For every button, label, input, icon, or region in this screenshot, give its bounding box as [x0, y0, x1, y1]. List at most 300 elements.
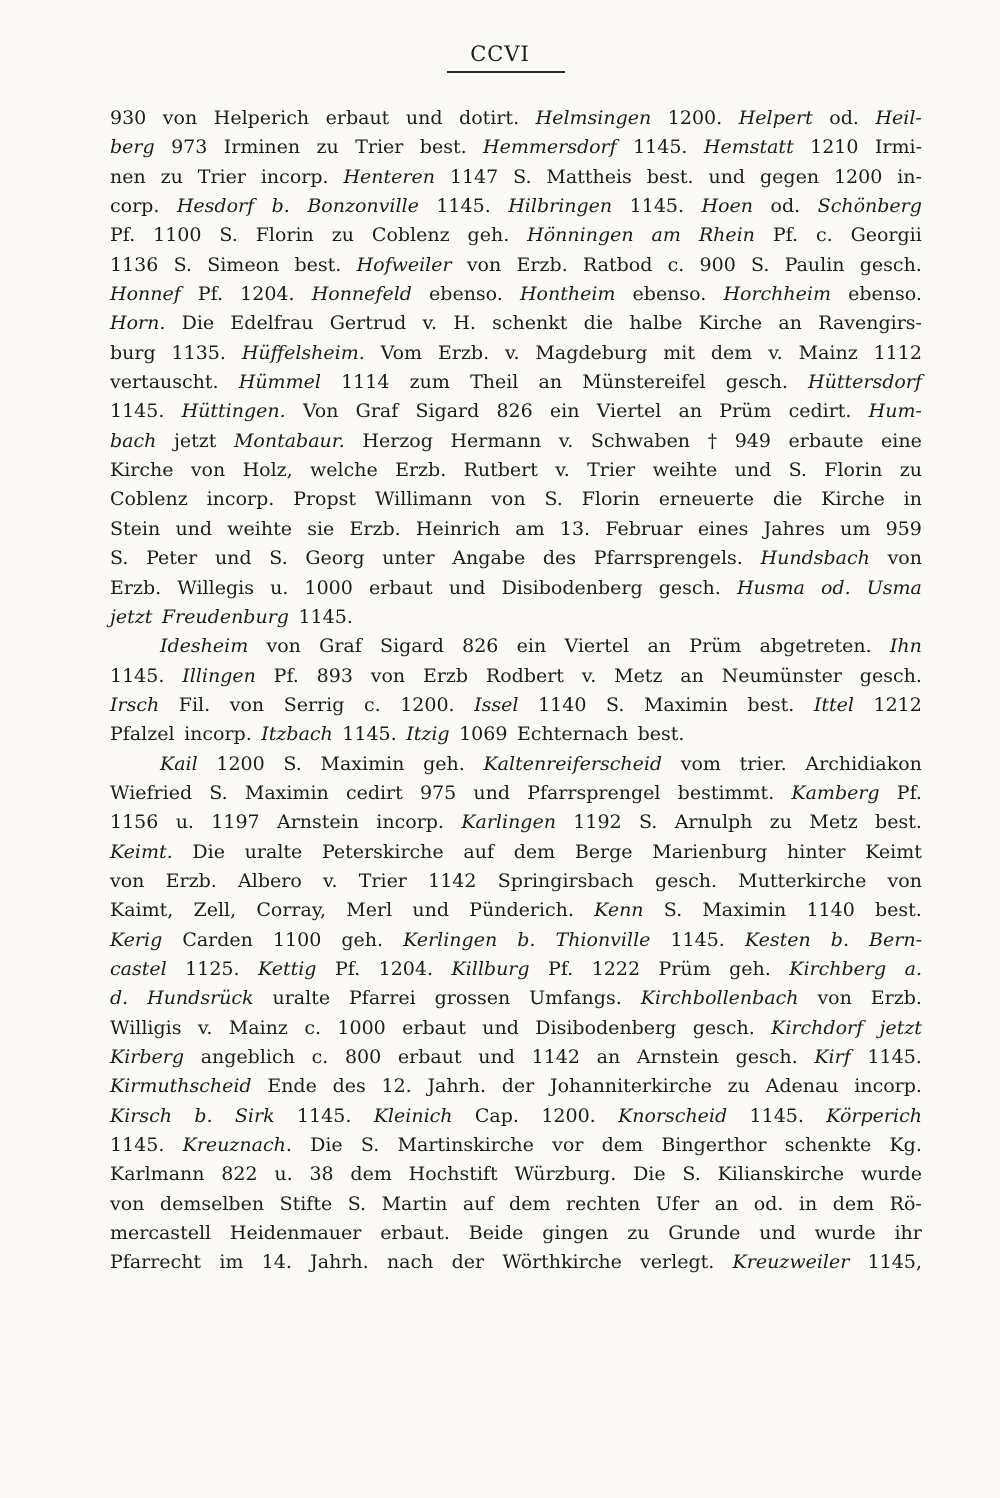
word: 1145.: [342, 723, 397, 746]
word: Umfangs.: [529, 987, 622, 1010]
word: 1145.: [296, 1104, 352, 1127]
word: Die: [310, 1134, 343, 1157]
word: Kg.: [889, 1134, 922, 1157]
word: gesch.: [725, 371, 788, 394]
word: weihte: [227, 517, 292, 540]
text-line: [110, 309, 922, 338]
word: Maximin: [643, 693, 728, 716]
word: Henteren: [343, 165, 435, 188]
word: 1200: [216, 752, 265, 775]
word: 1156: [110, 811, 159, 834]
word: Peterskirche: [321, 840, 444, 863]
word: Disibodenberg: [535, 1016, 677, 1039]
text-line: [110, 779, 922, 808]
word: 900: [699, 253, 736, 276]
word: Ittel: [813, 693, 854, 716]
word: Trier: [587, 459, 636, 482]
word: Hemmersdorf: [483, 136, 617, 159]
word: welche: [310, 459, 378, 482]
word: Corray,: [256, 899, 327, 922]
word: uralte: [244, 840, 303, 863]
word: Kirche: [821, 488, 885, 511]
word: 1145.: [436, 195, 491, 218]
word: verlegt.: [640, 1251, 715, 1274]
word: Hundsrück: [147, 987, 254, 1010]
word: Prüm: [719, 400, 772, 423]
word: an: [647, 635, 672, 658]
word: und: [214, 547, 252, 570]
word: cedirt.: [788, 400, 852, 423]
word: castel: [110, 957, 167, 980]
word: 1145,: [867, 1251, 922, 1274]
word: Hochstift: [408, 1163, 498, 1186]
text-line: [110, 485, 922, 514]
word: v.: [581, 664, 597, 687]
word: Hofweiler: [356, 253, 452, 276]
word: Husma: [736, 576, 805, 599]
word: od.: [770, 195, 801, 218]
text-line: [110, 1190, 922, 1219]
word: jetzt: [173, 429, 217, 452]
word: Florin: [255, 224, 314, 247]
word: von: [162, 107, 198, 129]
word: Willigis: [110, 1016, 182, 1039]
word: Ravengirs-: [818, 312, 922, 335]
word: erbaut: [325, 107, 390, 129]
word: 826: [496, 400, 533, 423]
word: Albero: [238, 869, 302, 892]
word: v.: [555, 459, 570, 482]
word: incorp.: [376, 811, 444, 834]
text-line: [110, 427, 922, 456]
word: des: [332, 1075, 366, 1098]
word: 38: [309, 1163, 334, 1186]
word: Maximin: [244, 781, 329, 804]
word: erbaut: [402, 1016, 466, 1039]
word: Adenau: [765, 1075, 839, 1098]
word: Rö-: [889, 1192, 922, 1215]
word: 826: [462, 635, 499, 658]
word: Honnefeld: [311, 283, 412, 306]
word: Honnef: [110, 283, 181, 306]
text-line: [110, 1219, 922, 1248]
word: od.: [753, 1192, 784, 1215]
word: Martin: [381, 1192, 448, 1215]
word: S.: [682, 1163, 701, 1186]
word: Kesten: [744, 928, 811, 951]
word: best.: [419, 136, 467, 159]
text-line: [110, 838, 922, 867]
word: von: [887, 869, 922, 892]
word: 975: [419, 781, 457, 804]
word: zu: [627, 1222, 650, 1245]
word: Kirf: [814, 1046, 851, 1068]
word: dem: [710, 341, 753, 364]
word: S.: [788, 459, 807, 482]
word: S.: [347, 1192, 367, 1215]
word: Sirk: [234, 1104, 275, 1127]
word: 973: [171, 136, 208, 159]
word: Willimann: [374, 488, 473, 511]
word: Erzb.: [870, 987, 922, 1010]
word: Bingerthor: [661, 1134, 767, 1157]
word: Wiefried: [110, 781, 193, 804]
word: Killburg: [451, 957, 530, 980]
word: 1140: [538, 693, 587, 716]
word: Metz: [809, 811, 858, 834]
word: 1145.: [110, 1134, 165, 1157]
word: 1142: [531, 1046, 580, 1068]
word: vor: [552, 1134, 584, 1157]
word: von: [229, 693, 265, 716]
word: Kilianskirche: [717, 1163, 845, 1186]
word: Februar: [605, 517, 683, 540]
word: Ende: [267, 1075, 317, 1098]
word: best.: [875, 899, 922, 922]
word: der: [501, 1075, 535, 1098]
word: Kamberg: [791, 781, 880, 804]
word: od.: [820, 576, 851, 599]
word: 1145.: [110, 400, 165, 423]
word: von: [110, 869, 145, 892]
word: Hontheim: [519, 283, 616, 306]
text-line: [110, 750, 922, 779]
word: 1204.: [240, 283, 295, 306]
word: Jahres: [763, 517, 825, 540]
word: Irminen: [223, 136, 301, 159]
word: zu: [727, 1075, 750, 1098]
word: 14.: [261, 1251, 292, 1274]
word: Irsch: [110, 693, 160, 716]
word: an: [680, 664, 704, 687]
text-line: [110, 163, 922, 192]
word: ein: [549, 400, 580, 423]
word: Herzog: [362, 429, 433, 452]
word: incorp.: [260, 165, 329, 188]
word: v.: [422, 312, 438, 335]
word: 930: [110, 107, 147, 129]
word: 1147: [449, 165, 499, 188]
word: 949: [734, 429, 771, 452]
word: Kreuzweiler: [732, 1251, 850, 1274]
word: Hundsbach: [760, 547, 870, 570]
word: Mainz: [798, 341, 858, 364]
text-line: [110, 221, 922, 250]
word: c.: [363, 693, 381, 716]
word: S.: [110, 547, 129, 570]
word: od.: [829, 107, 859, 129]
word: 13.: [559, 517, 591, 540]
word: im: [219, 1251, 244, 1274]
word: gesch.: [658, 576, 721, 599]
word: Kail: [160, 752, 198, 775]
word: Coblenz: [110, 488, 188, 511]
word: ein: [516, 635, 547, 658]
word: †: [707, 429, 718, 452]
word: Wörthkirche: [502, 1251, 622, 1274]
word: Pf.: [273, 664, 299, 687]
text-line: [110, 1072, 922, 1101]
word: Mutterkirche: [738, 869, 867, 892]
word: Ufer: [655, 1192, 700, 1215]
word: Georgii: [850, 224, 922, 247]
body-text: [110, 104, 922, 1278]
word: S.: [663, 899, 683, 922]
word: Martinskirche: [397, 1134, 534, 1157]
word: von: [370, 664, 406, 687]
text-line: [110, 192, 922, 221]
word: Pfarrei: [349, 987, 416, 1010]
word: Erzb.: [110, 576, 162, 599]
word: Arnulph: [674, 811, 753, 834]
word: Paulin: [784, 253, 845, 276]
word: Hemstatt: [703, 136, 794, 159]
text-line: [110, 662, 922, 691]
word: Stifte: [279, 1192, 333, 1215]
word: Sigard: [380, 635, 444, 658]
word: Angabe: [452, 547, 526, 570]
word: und: [473, 781, 511, 804]
word: best.: [875, 811, 922, 834]
word: erbaute: [788, 429, 864, 452]
word: Springirsbach: [497, 869, 634, 892]
word: ebenso.: [848, 283, 922, 306]
word: incorp.: [206, 488, 275, 511]
word: Pf.: [110, 224, 136, 247]
word: an: [714, 1192, 739, 1215]
word: a.: [904, 957, 922, 980]
word: gesch.: [692, 1016, 755, 1039]
word: 1114: [341, 371, 390, 394]
text-line: [110, 515, 922, 544]
word: Grunde: [668, 1222, 741, 1245]
word: Simeon: [207, 253, 280, 276]
word: v.: [197, 1016, 213, 1039]
page-header: CCVI: [470, 42, 530, 66]
word: Georg: [305, 547, 365, 570]
word: Erzb: [422, 664, 469, 687]
word: Ratbod: [582, 253, 653, 276]
word: Montabaur.: [233, 429, 345, 452]
word: Horn.: [110, 312, 166, 335]
word: Hilbringen: [508, 195, 613, 218]
word: Mainz: [228, 1016, 288, 1039]
word: dem: [509, 1192, 551, 1215]
word: u.: [274, 1163, 293, 1186]
word: eines: [697, 517, 749, 540]
word: Helpert: [738, 107, 813, 129]
word: zu: [899, 459, 922, 482]
word: incorp.: [854, 1075, 922, 1098]
word: b.: [517, 928, 536, 951]
word: Kirberg: [110, 1046, 185, 1068]
word: cedirt: [345, 781, 403, 804]
word: c.: [667, 253, 685, 276]
word: bach: [110, 429, 157, 452]
word: Trier: [358, 869, 407, 892]
word: in: [798, 1192, 818, 1215]
word: Propst: [293, 488, 357, 511]
word: Helmsingen: [535, 107, 652, 129]
word: Florin: [824, 459, 883, 482]
word: 1200: [833, 165, 883, 188]
word: Neumünster: [721, 664, 842, 687]
word: hinter: [787, 840, 846, 863]
word: Berge: [574, 840, 633, 863]
word: v.: [558, 429, 574, 452]
word: an: [596, 1046, 621, 1068]
word: d.: [110, 987, 129, 1010]
word: von: [491, 488, 526, 511]
word: Rhein: [698, 224, 755, 247]
word: des: [542, 547, 577, 570]
word: an: [678, 400, 703, 423]
word: Knorscheid: [618, 1104, 728, 1127]
word: Graf: [355, 400, 399, 423]
word: Johanniterkirche: [549, 1075, 712, 1098]
word: incorp.: [184, 723, 252, 746]
word: S.: [544, 488, 563, 511]
word: 12.: [381, 1075, 412, 1098]
word: 1197: [211, 811, 260, 834]
word: eine: [881, 429, 922, 452]
word: ihr: [894, 1222, 922, 1245]
word: mercastell: [110, 1222, 212, 1245]
text-line: [110, 1248, 922, 1277]
word: grossen: [434, 987, 511, 1010]
word: Horchheim: [723, 283, 831, 306]
word: Jahrh.: [427, 1075, 486, 1098]
word: und: [478, 1046, 515, 1068]
text-line: [110, 926, 922, 955]
word: Magdeburg: [535, 341, 648, 364]
word: die: [583, 312, 614, 335]
word: Coblenz: [371, 224, 450, 247]
text-line: [110, 1043, 922, 1072]
word: trier.: [739, 752, 787, 775]
word: 1000: [337, 1016, 386, 1039]
word: Hermann: [450, 429, 542, 452]
word: Kirmuthscheid: [110, 1075, 252, 1098]
word: Karlmann: [110, 1163, 205, 1186]
word: 1222: [591, 957, 641, 980]
word: an: [538, 371, 563, 394]
word: best.: [646, 165, 694, 188]
word: Viertel: [596, 400, 662, 423]
word: Hümmel: [238, 371, 321, 394]
word: c.: [304, 1016, 321, 1039]
word: Beide: [468, 1222, 524, 1245]
word: 1100: [272, 928, 322, 951]
word: 1136: [110, 253, 159, 276]
word: und: [175, 517, 213, 540]
word: von: [190, 459, 226, 482]
word: am: [515, 517, 545, 540]
word: wurde: [860, 1163, 922, 1186]
word: Theil: [470, 371, 519, 394]
word: dem: [601, 1134, 644, 1157]
word: Itzig: [406, 723, 450, 746]
word: vom: [680, 752, 721, 775]
word: 1210: [810, 136, 859, 159]
word: Idesheim: [160, 635, 249, 658]
word: Rodbert: [485, 664, 564, 687]
word: Pf.: [334, 957, 361, 980]
word: Bonzonville: [307, 195, 419, 218]
word: Pfarrsprengels.: [593, 547, 743, 570]
word: Vom: [380, 341, 423, 364]
text-line: [110, 280, 922, 309]
word: Pf.: [772, 224, 799, 247]
text-line: [110, 133, 922, 162]
word: an: [778, 312, 802, 335]
word: vertauscht.: [110, 371, 219, 394]
text-line: [110, 691, 922, 720]
word: um: [840, 517, 871, 540]
word: Jahrh.: [310, 1251, 369, 1274]
word: rechten: [565, 1192, 641, 1215]
word: auf: [463, 840, 494, 863]
text-line: [110, 720, 922, 749]
word: v.: [322, 869, 338, 892]
word: Disibodenberg: [501, 576, 643, 599]
word: Irmi-: [874, 136, 922, 159]
word: Pf.: [896, 781, 922, 804]
word: S.: [360, 1134, 380, 1157]
word: Willegis: [177, 576, 254, 599]
word: 1069: [459, 723, 508, 746]
word: u.: [270, 576, 289, 599]
word: 1145.: [298, 605, 353, 628]
word: Pfalzel: [110, 723, 175, 746]
word: abgetreten.: [759, 635, 872, 658]
text-line: [110, 867, 922, 896]
text-line: [110, 808, 922, 837]
word: gesch.: [654, 869, 718, 892]
text-line: [110, 1160, 922, 1189]
text-line: [110, 456, 922, 485]
word: Pünderich.: [469, 899, 574, 922]
word: corp.: [110, 195, 160, 218]
word: Serrig: [283, 693, 345, 716]
word: von: [466, 253, 502, 276]
word: Kaltenreiferscheid: [483, 752, 663, 775]
word: Hüttingen.: [181, 400, 286, 423]
word: best.: [747, 693, 795, 716]
word: Kirchbollenbach: [640, 987, 799, 1010]
text-line: [110, 632, 922, 661]
word: Usma: [866, 576, 922, 599]
word: Kirchberg: [789, 957, 887, 980]
word: S.: [219, 224, 238, 247]
word: Die: [181, 312, 215, 335]
word: Keimt.: [110, 840, 173, 863]
word: 800: [344, 1046, 382, 1068]
word: Fil.: [178, 693, 211, 716]
word: Maximin: [320, 752, 405, 775]
word: jetzt: [110, 605, 153, 628]
word: Karlingen: [461, 811, 556, 834]
word: schenkte: [784, 1134, 872, 1157]
word: Münstereifel: [582, 371, 706, 394]
text-line: [110, 1102, 922, 1131]
word: Hoen: [701, 195, 754, 218]
word: 1000: [304, 576, 353, 599]
word: der: [451, 1251, 485, 1274]
word: erbaut: [368, 576, 433, 599]
word: Pfarrsprengel: [527, 781, 661, 804]
word: H.: [453, 312, 476, 335]
